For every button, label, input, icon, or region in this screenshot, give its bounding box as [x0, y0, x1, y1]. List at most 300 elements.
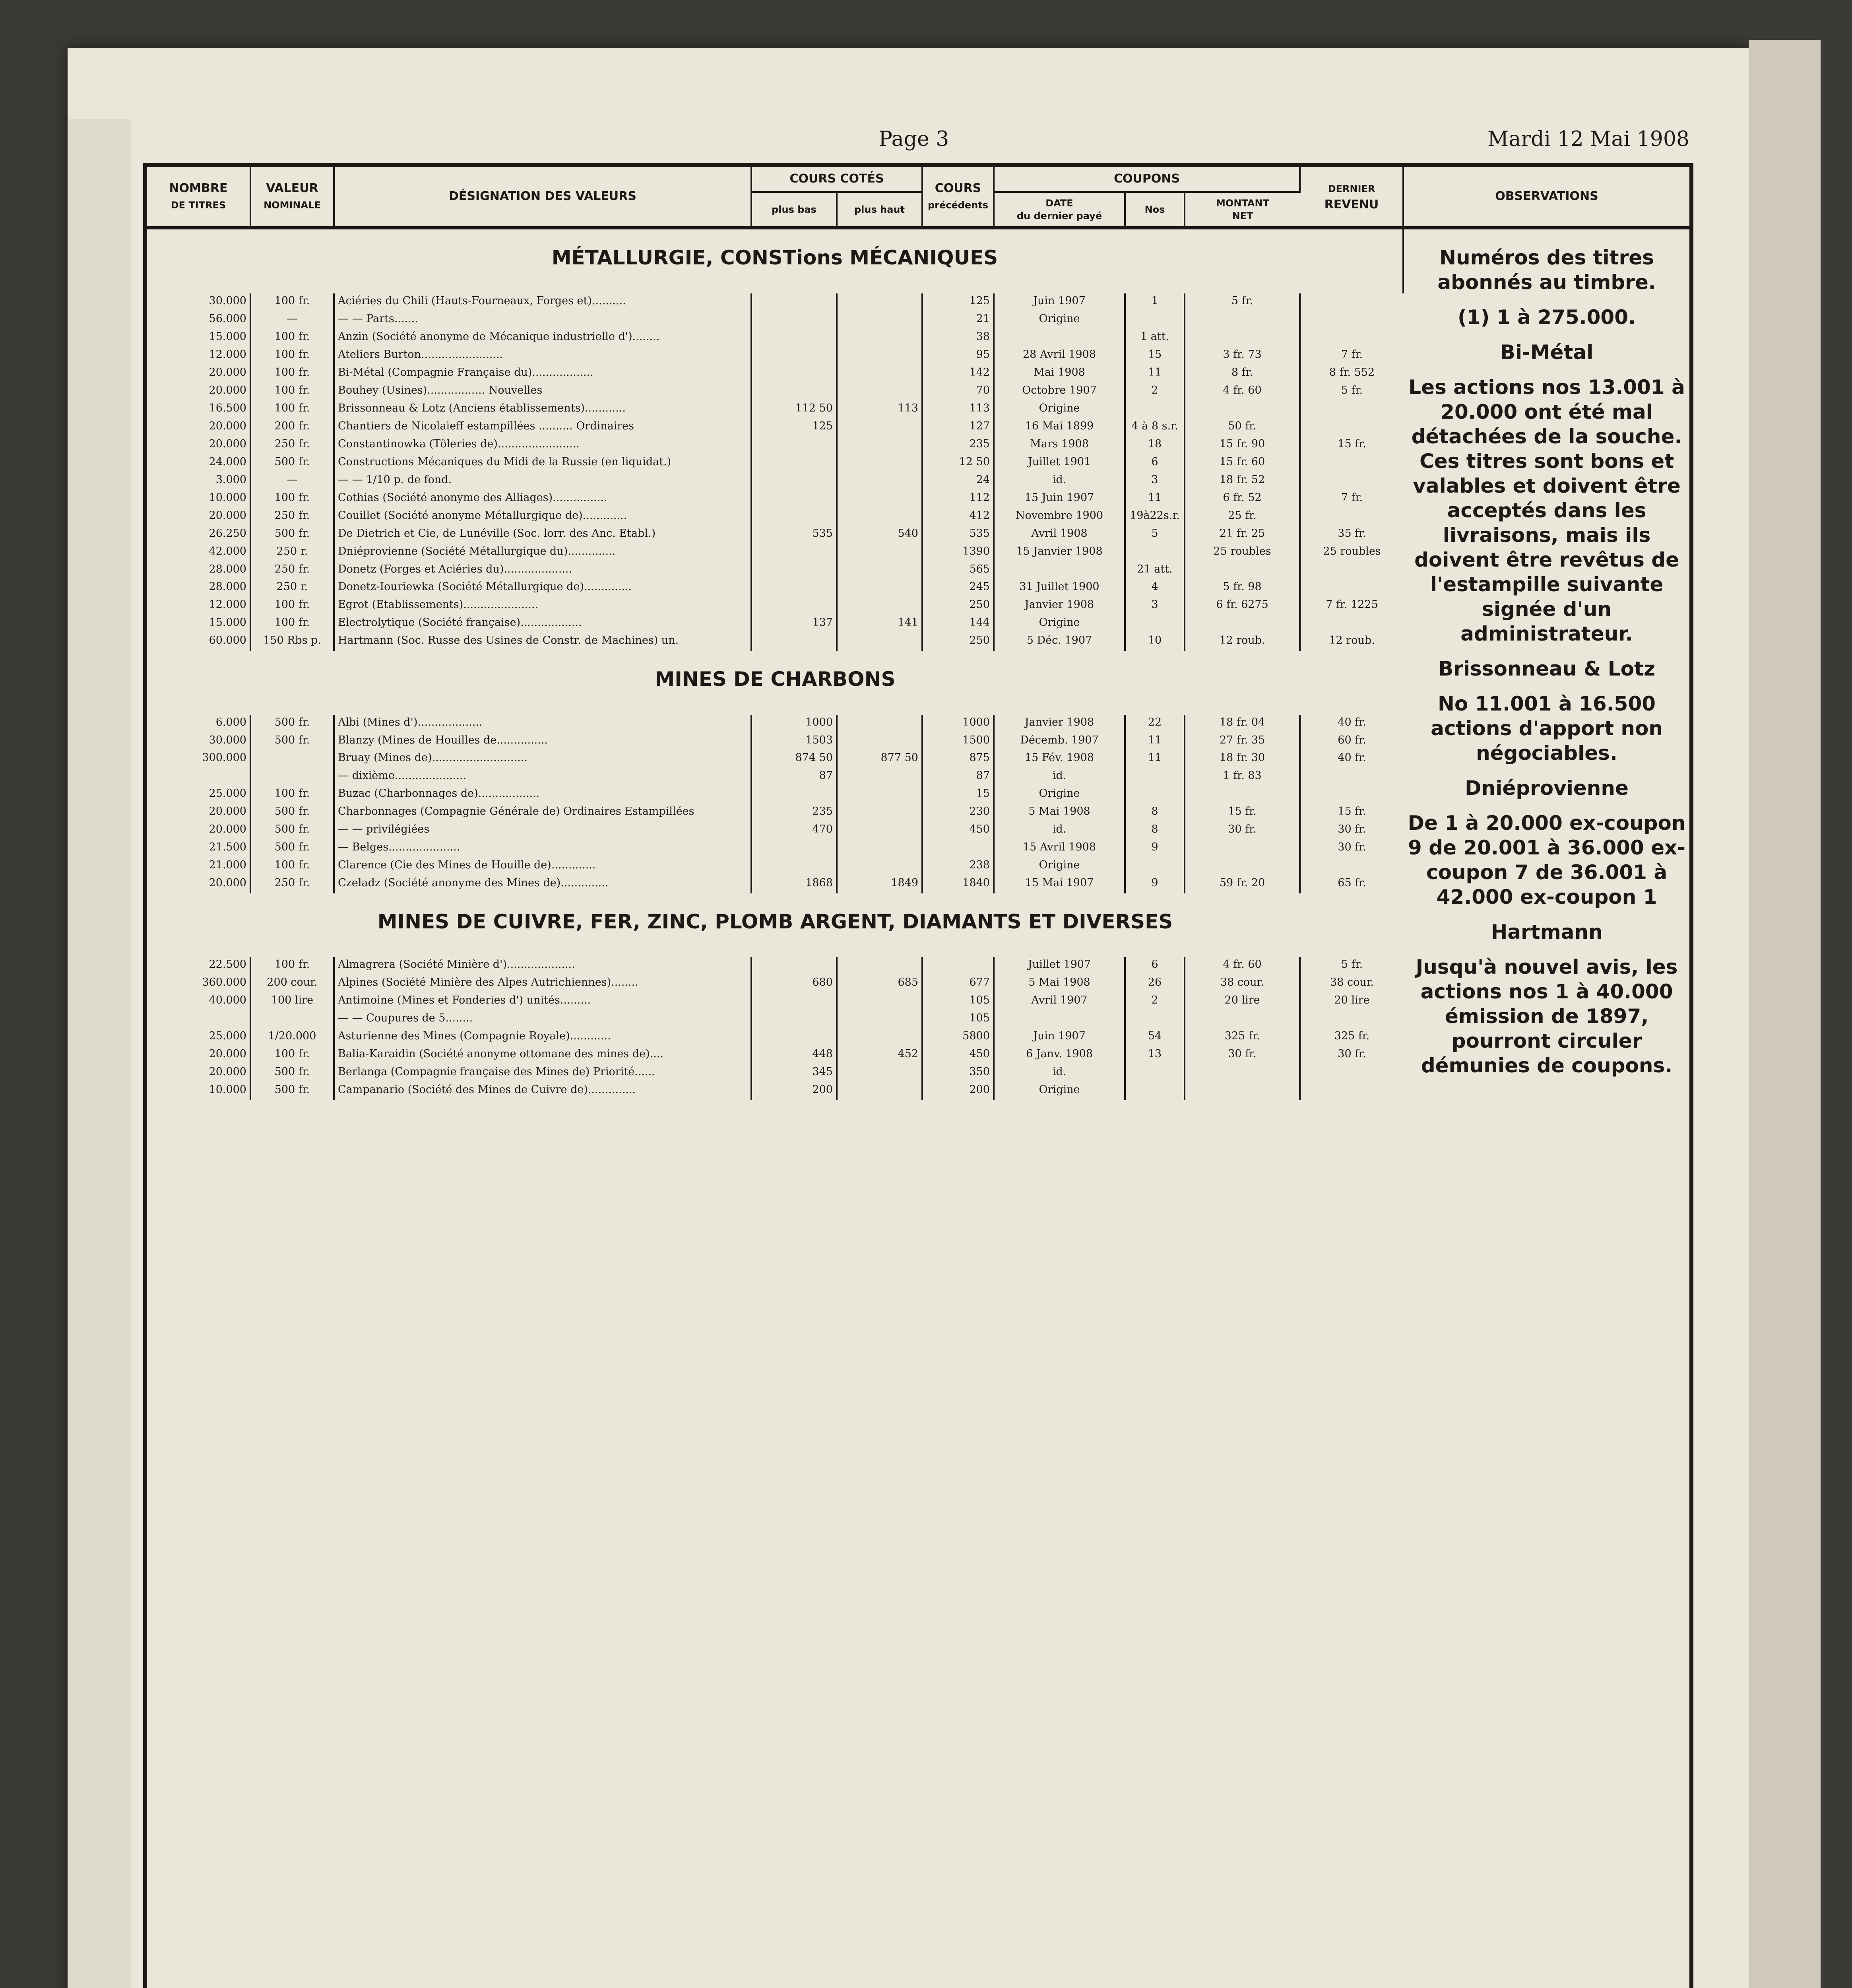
- cell-date: Origine: [994, 1082, 1125, 1100]
- cell-cours-precedents: 245: [922, 579, 994, 597]
- observation-note: De 1 à 20.000 ex-coupon 9 de 20.001 à 36.000 ex-coupon 7 de 36.001 à 42.000 ex-coupon 1: [1408, 812, 1686, 909]
- cell-montant: 6 fr. 6275: [1185, 597, 1300, 615]
- cell-cours-precedents: 38: [922, 329, 994, 347]
- cell-date: Novembre 1900: [994, 508, 1125, 526]
- cell-designation: Asturienne des Mines (Compagnie Royale)............: [334, 1029, 751, 1046]
- cell-plus-bas: [751, 786, 837, 804]
- cell-no: 11: [1125, 365, 1185, 383]
- cell-valeur: 200 fr.: [250, 419, 334, 437]
- cell-plus-haut: 113: [837, 401, 922, 419]
- cell-designation: Antimoine (Mines et Fonderies d') unités.........: [334, 993, 751, 1011]
- cell-cours-precedents: 1500: [922, 733, 994, 751]
- cell-plus-haut: [837, 804, 922, 822]
- cell-date: [994, 329, 1125, 347]
- cell-revenu: [1300, 786, 1403, 804]
- quotation-table: [147, 167, 1689, 1100]
- cell-montant: 6 fr. 52: [1185, 490, 1300, 508]
- cell-cours-precedents: 250: [922, 633, 994, 651]
- cell-revenu: [1300, 768, 1403, 786]
- observation-note: Les actions nos 13.001 à 20.000 ont été mal détachées de la souche. Ces titres sont bons et valables et doivent être acceptés dans les livraisons, mais ils doivent être revêtus de l'estampille suivante signée d'un administrateur.: [1408, 376, 1685, 646]
- cell-date: Origine: [994, 786, 1125, 804]
- cell-date: 5 Mai 1908: [994, 975, 1125, 993]
- observation-note: Brissonneau & Lotz: [1438, 657, 1655, 681]
- cell-nombre: 20.000: [147, 1046, 250, 1064]
- cell-nombre: [147, 768, 250, 786]
- cell-no: [1125, 401, 1185, 419]
- cell-no: 4: [1125, 579, 1185, 597]
- cell-designation: Bi-Métal (Compagnie Française du)..................: [334, 365, 751, 383]
- cell-plus-haut: [837, 858, 922, 876]
- cell-revenu: [1300, 1011, 1403, 1029]
- cell-valeur: 500 fr.: [250, 715, 334, 733]
- observation-note: Numéros des titres abonnés au timbre.: [1437, 246, 1656, 294]
- cell-designation: Charbonnages (Compagnie Générale de) Ordinaires Estampillées: [334, 804, 751, 822]
- cell-plus-haut: 452: [837, 1046, 922, 1064]
- cell-montant: 3 fr. 73: [1185, 347, 1300, 365]
- cell-nombre: 20.000: [147, 876, 250, 893]
- cell-revenu: 7 fr. 1225: [1326, 598, 1378, 611]
- cell-designation: Constantinowka (Tôleries de)........................: [334, 437, 751, 454]
- cell-designation: Anzin (Société anonyme de Mécanique industrielle d')........: [334, 329, 751, 347]
- cell-no: 6: [1125, 957, 1185, 975]
- cell-plus-bas: [751, 472, 837, 490]
- cell-valeur: 500 fr.: [250, 454, 334, 472]
- cell-nombre: 42.000: [147, 544, 250, 562]
- cell-plus-haut: [837, 733, 922, 751]
- cell-no: 19à22s.r.: [1125, 508, 1185, 526]
- cell-nombre: 15.000: [147, 329, 250, 347]
- cell-montant: 18 fr. 04: [1185, 715, 1300, 733]
- cell-date: Avril 1908: [994, 526, 1125, 544]
- cell-no: 3: [1125, 597, 1185, 615]
- cell-no: 11: [1125, 490, 1185, 508]
- cell-no: 11: [1125, 733, 1185, 751]
- cell-designation: Electrolytique (Société française)..................: [334, 615, 751, 633]
- cell-valeur: 100 fr.: [250, 858, 334, 876]
- cell-plus-haut: [837, 957, 922, 975]
- cell-montant: 15 fr. 90: [1185, 437, 1300, 454]
- cell-montant: 1 fr. 83: [1185, 768, 1300, 786]
- cell-cours-precedents: 112: [922, 490, 994, 508]
- cell-cours-precedents: 95: [922, 347, 994, 365]
- cell-revenu: 5 fr.: [1341, 958, 1363, 971]
- cell-designation: Donetz-Iouriewka (Société Métallurgique de)..............: [334, 579, 751, 597]
- cell-plus-haut: [837, 1064, 922, 1082]
- cell-montant: [1185, 311, 1300, 329]
- cell-date: id.: [994, 1064, 1125, 1082]
- cell-date: id.: [994, 768, 1125, 786]
- cell-designation: Ateliers Burton........................: [334, 347, 751, 365]
- cell-valeur: 250 r.: [250, 544, 334, 562]
- observation-note: (1) 1 à 275.000.: [1458, 306, 1636, 329]
- cell-designation: Bruay (Mines de)............................: [334, 750, 751, 768]
- cell-montant: 5 fr. 98: [1185, 579, 1300, 597]
- cell-montant: 8 fr.: [1185, 365, 1300, 383]
- section-title: MINES DE CUIVRE, FER, ZINC, PLOMB ARGENT, DIAMANTS ET DIVERSES: [377, 910, 1173, 933]
- cell-montant: [1185, 858, 1300, 876]
- cell-date: Origine: [994, 858, 1125, 876]
- adjacent-page-strip: [68, 119, 131, 1988]
- cell-plus-haut: [837, 508, 922, 526]
- cell-nombre: 10.000: [147, 490, 250, 508]
- cell-cours-precedents: [922, 957, 994, 975]
- cell-cours-precedents: 125: [922, 293, 994, 311]
- cell-cours-precedents: 230: [922, 804, 994, 822]
- cell-designation: — dixième.....................: [334, 768, 751, 786]
- cell-no: [1125, 311, 1185, 329]
- page-number: Page 3: [878, 127, 949, 151]
- cell-plus-haut: [837, 562, 922, 580]
- cell-valeur: 200 cour.: [250, 975, 334, 993]
- cell-revenu: [1300, 419, 1403, 437]
- cell-date: Mai 1908: [994, 365, 1125, 383]
- cell-designation: Balia-Karaidin (Société anonyme ottomane des mines de)....: [334, 1046, 751, 1064]
- cell-date: 31 Juillet 1900: [994, 579, 1125, 597]
- cell-no: 2: [1125, 993, 1185, 1011]
- cell-plus-haut: [837, 597, 922, 615]
- cell-valeur: 250 fr.: [250, 508, 334, 526]
- cell-plus-bas: [751, 633, 837, 651]
- cell-plus-haut: [837, 365, 922, 383]
- cell-nombre: 28.000: [147, 579, 250, 597]
- table-header-row: [147, 167, 1689, 192]
- cell-valeur: 100 fr.: [250, 786, 334, 804]
- cell-montant: 50 fr.: [1185, 419, 1300, 437]
- cell-date: 15 Avril 1908: [994, 840, 1125, 858]
- cell-cours-precedents: 565: [922, 562, 994, 580]
- cell-valeur: 100 fr.: [250, 347, 334, 365]
- cell-date: 16 Mai 1899: [994, 419, 1125, 437]
- cell-montant: [1185, 1011, 1300, 1029]
- cell-revenu: [1300, 508, 1403, 526]
- cell-plus-bas: [751, 490, 837, 508]
- cell-revenu: 15 fr.: [1338, 805, 1366, 818]
- cell-cours-precedents: 21: [922, 311, 994, 329]
- cell-valeur: 100 fr.: [250, 957, 334, 975]
- cell-designation: Berlanga (Compagnie française des Mines de) Priorité......: [334, 1064, 751, 1082]
- cell-cours-precedents: 127: [922, 419, 994, 437]
- cell-no: 9: [1125, 840, 1185, 858]
- cell-cours-precedents: 450: [922, 1046, 994, 1064]
- cell-plus-bas: [751, 993, 837, 1011]
- cell-nombre: 21.500: [147, 840, 250, 858]
- cell-montant: 18 fr. 52: [1185, 472, 1300, 490]
- cell-date: Juin 1907: [994, 1029, 1125, 1046]
- cell-date: Origine: [994, 401, 1125, 419]
- cell-valeur: [250, 750, 334, 768]
- quotation-table-frame: [143, 163, 1693, 1988]
- cell-montant: 25 fr.: [1185, 508, 1300, 526]
- cell-designation: Bouhey (Usines)................. Nouvelles: [334, 383, 751, 401]
- cell-nombre: 6.000: [147, 715, 250, 733]
- cell-no: 1: [1125, 293, 1185, 311]
- observation-note: Bi-Métal: [1500, 341, 1594, 364]
- col-designation: DÉSIGNATION DES VALEURS: [334, 167, 751, 228]
- cell-plus-haut: 877 50: [837, 750, 922, 768]
- cell-montant: [1185, 1064, 1300, 1082]
- cell-date: Octobre 1907: [994, 383, 1125, 401]
- cell-plus-haut: [837, 472, 922, 490]
- cell-valeur: 500 fr.: [250, 840, 334, 858]
- cell-no: [1125, 615, 1185, 633]
- cell-date: Origine: [994, 615, 1125, 633]
- cell-revenu: [1300, 1064, 1403, 1082]
- cell-nombre: 12.000: [147, 597, 250, 615]
- cell-montant: 325 fr.: [1185, 1029, 1300, 1046]
- cell-cours-precedents: 535: [922, 526, 994, 544]
- cell-no: 11: [1125, 750, 1185, 768]
- cell-cours-precedents: 70: [922, 383, 994, 401]
- cell-valeur: 500 fr.: [250, 1064, 334, 1082]
- cell-date: 5 Déc. 1907: [994, 633, 1125, 651]
- cell-revenu: [1300, 579, 1403, 597]
- cell-montant: [1185, 562, 1300, 580]
- cell-no: 8: [1125, 804, 1185, 822]
- cell-cours-precedents: 142: [922, 365, 994, 383]
- cell-valeur: 100 fr.: [250, 401, 334, 419]
- cell-date: 15 Fév. 1908: [994, 750, 1125, 768]
- cell-cours-precedents: 235: [922, 437, 994, 454]
- cell-revenu: [1300, 401, 1403, 419]
- cell-revenu: 35 fr.: [1338, 527, 1366, 540]
- cell-plus-bas: 125: [751, 419, 837, 437]
- cell-date: Juillet 1901: [994, 454, 1125, 472]
- cell-no: [1125, 1064, 1185, 1082]
- cell-designation: Albi (Mines d')...................: [334, 715, 751, 733]
- cell-cours-precedents: 238: [922, 858, 994, 876]
- cell-plus-bas: 1503: [751, 733, 837, 751]
- cell-nombre: 20.000: [147, 419, 250, 437]
- cell-no: [1125, 786, 1185, 804]
- cell-designation: Brissonneau & Lotz (Anciens établissements)............: [334, 401, 751, 419]
- cell-designation: — — 1/10 p. de fond.: [334, 472, 751, 490]
- col-plus-bas: plus bas: [751, 192, 837, 228]
- cell-plus-bas: 137: [751, 615, 837, 633]
- cell-designation: — Belges.....................: [334, 840, 751, 858]
- cell-date: Janvier 1908: [994, 597, 1125, 615]
- cell-cours-precedents: 677: [922, 975, 994, 993]
- observation-note: Dniéprovienne: [1465, 777, 1629, 800]
- cell-revenu: 325 fr.: [1334, 1030, 1370, 1043]
- cell-no: 6: [1125, 454, 1185, 472]
- cell-date: 15 Juin 1907: [994, 490, 1125, 508]
- cell-plus-haut: [837, 786, 922, 804]
- cell-revenu: 40 fr.: [1338, 716, 1366, 728]
- col-revenu: DERNIER REVENU: [1300, 167, 1403, 228]
- cell-valeur: 100 fr.: [250, 490, 334, 508]
- cell-plus-haut: [837, 1082, 922, 1100]
- cell-no: 1 att.: [1125, 329, 1185, 347]
- cell-designation: Constructions Mécaniques du Midi de la Russie (en liquidat.): [334, 454, 751, 472]
- cell-plus-bas: 680: [751, 975, 837, 993]
- cell-no: 22: [1125, 715, 1185, 733]
- cell-plus-bas: 87: [751, 768, 837, 786]
- cell-plus-bas: [751, 293, 837, 311]
- cell-no: [1125, 544, 1185, 562]
- cell-nombre: 16.500: [147, 401, 250, 419]
- cell-date: 5 Mai 1908: [994, 804, 1125, 822]
- cell-nombre: 28.000: [147, 562, 250, 580]
- cell-revenu: 12 roub.: [1329, 634, 1375, 647]
- cell-valeur: 1/20.000: [250, 1029, 334, 1046]
- cell-no: 21 att.: [1125, 562, 1185, 580]
- cell-plus-bas: [751, 858, 837, 876]
- cell-cours-precedents: 350: [922, 1064, 994, 1082]
- cell-plus-haut: [837, 311, 922, 329]
- section-heading-row: [147, 228, 1689, 293]
- section-title: MINES DE CHARBONS: [655, 668, 896, 691]
- cell-cours-precedents: 113: [922, 401, 994, 419]
- cell-plus-bas: 200: [751, 1082, 837, 1100]
- cell-montant: 15 fr. 60: [1185, 454, 1300, 472]
- cell-plus-bas: [751, 329, 837, 347]
- cell-date: Décemb. 1907: [994, 733, 1125, 751]
- cell-plus-bas: [751, 1011, 837, 1029]
- cell-plus-bas: 470: [751, 822, 837, 840]
- cell-cours-precedents: 5800: [922, 1029, 994, 1046]
- observation-note: Jusqu'à nouvel avis, les actions nos 1 à 40.000 émission de 1897, pourront circuler démunies de coupons.: [1416, 955, 1678, 1077]
- cell-revenu: 5 fr.: [1341, 384, 1363, 397]
- cell-valeur: 500 fr.: [250, 526, 334, 544]
- cell-no: 54: [1125, 1029, 1185, 1046]
- cell-nombre: 15.000: [147, 615, 250, 633]
- cell-revenu: [1300, 1082, 1403, 1100]
- cell-plus-haut: [837, 993, 922, 1011]
- cell-plus-bas: [751, 1029, 837, 1046]
- section-title: MÉTALLURGIE, CONSTions MÉCANIQUES: [147, 228, 1403, 293]
- table-body: [147, 228, 1689, 1100]
- cell-nombre: 20.000: [147, 822, 250, 840]
- cell-valeur: —: [250, 311, 334, 329]
- cell-montant: 27 fr. 35: [1185, 733, 1300, 751]
- cell-plus-haut: [837, 419, 922, 437]
- cell-cours-precedents: 12 50: [922, 454, 994, 472]
- cell-designation: — — Coupures de 5........: [334, 1011, 751, 1029]
- cell-plus-haut: [837, 383, 922, 401]
- cell-designation: Czeladz (Société anonyme des Mines de)..............: [334, 876, 751, 893]
- cell-cours-precedents: 250: [922, 597, 994, 615]
- cell-nombre: 30.000: [147, 293, 250, 311]
- col-observations: OBSERVATIONS: [1403, 167, 1689, 228]
- cell-designation: Couillet (Société anonyme Métallurgique de).............: [334, 508, 751, 526]
- cell-revenu: 38 cour.: [1330, 976, 1374, 989]
- cell-nombre: 22.500: [147, 957, 250, 975]
- cell-montant: 18 fr. 30: [1185, 750, 1300, 768]
- cell-nombre: 30.000: [147, 733, 250, 751]
- cell-nombre: 20.000: [147, 383, 250, 401]
- cell-plus-haut: [837, 715, 922, 733]
- cell-valeur: [250, 1011, 334, 1029]
- observation-note: Hartmann: [1491, 920, 1603, 944]
- col-plus-haut: plus haut: [837, 192, 922, 228]
- cell-nombre: 300.000: [147, 750, 250, 768]
- cell-designation: Cothias (Société anonyme des Alliages)................: [334, 490, 751, 508]
- cell-revenu: 65 fr.: [1338, 877, 1366, 889]
- cell-no: 5: [1125, 526, 1185, 544]
- cell-valeur: 250 fr.: [250, 876, 334, 893]
- cell-cours-precedents: 24: [922, 472, 994, 490]
- cell-revenu: 25 roubles: [1323, 545, 1381, 557]
- cell-cours-precedents: 1000: [922, 715, 994, 733]
- cell-revenu: 60 fr.: [1338, 734, 1366, 746]
- cell-valeur: 100 fr.: [250, 615, 334, 633]
- cell-plus-haut: [837, 840, 922, 858]
- cell-plus-bas: 345: [751, 1064, 837, 1082]
- cell-cours-precedents: 144: [922, 615, 994, 633]
- cell-revenu: 20 lire: [1334, 994, 1370, 1007]
- cell-valeur: 100 fr.: [250, 383, 334, 401]
- cell-plus-haut: 540: [837, 526, 922, 544]
- cell-revenu: [1300, 293, 1403, 311]
- cell-no: 10: [1125, 633, 1185, 651]
- cell-nombre: 24.000: [147, 454, 250, 472]
- cell-date: 15 Mai 1907: [994, 876, 1125, 893]
- cell-no: 26: [1125, 975, 1185, 993]
- cell-plus-bas: [751, 365, 837, 383]
- col-coupons: COUPONS: [994, 167, 1300, 192]
- cell-nombre: 3.000: [147, 472, 250, 490]
- cell-montant: 59 fr. 20: [1185, 876, 1300, 893]
- cell-plus-bas: 1000: [751, 715, 837, 733]
- cell-plus-bas: 448: [751, 1046, 837, 1064]
- cell-revenu: [1300, 311, 1403, 329]
- cell-valeur: 100 fr.: [250, 1046, 334, 1064]
- cell-date: 6 Janv. 1908: [994, 1046, 1125, 1064]
- cell-valeur: 500 fr.: [250, 822, 334, 840]
- cell-plus-bas: 1868: [751, 876, 837, 893]
- cell-designation: Donetz (Forges et Aciéries du)....................: [334, 562, 751, 580]
- col-valeur: VALEUR NOMINALE: [250, 167, 334, 228]
- cell-date: Mars 1908: [994, 437, 1125, 454]
- cell-no: 3: [1125, 472, 1185, 490]
- cell-montant: 38 cour.: [1185, 975, 1300, 993]
- cell-valeur: 250 fr.: [250, 437, 334, 454]
- cell-plus-bas: [751, 311, 837, 329]
- cell-designation: Clarence (Cie des Mines de Houille de).............: [334, 858, 751, 876]
- cell-plus-haut: 1849: [837, 876, 922, 893]
- cell-cours-precedents: 87: [922, 768, 994, 786]
- cell-valeur: 100 fr.: [250, 365, 334, 383]
- cell-montant: 20 lire: [1185, 993, 1300, 1011]
- cell-montant: 30 fr.: [1185, 1046, 1300, 1064]
- cell-valeur: 150 Rbs p.: [250, 633, 334, 651]
- cell-valeur: 500 fr.: [250, 733, 334, 751]
- cell-cours-precedents: 450: [922, 822, 994, 840]
- cell-nombre: 60.000: [147, 633, 250, 651]
- cell-plus-bas: [751, 597, 837, 615]
- observation-note: No 11.001 à 16.500 actions d'apport non négociables.: [1431, 692, 1663, 765]
- cell-plus-haut: [837, 293, 922, 311]
- cell-date: Janvier 1908: [994, 715, 1125, 733]
- cell-designation: De Dietrich et Cie, de Lunéville (Soc. lorr. des Anc. Etabl.): [334, 526, 751, 544]
- cell-plus-bas: [751, 454, 837, 472]
- cell-nombre: [147, 1011, 250, 1029]
- cell-date: Avril 1907: [994, 993, 1125, 1011]
- col-cours-cotes: COURS COTÉS: [751, 167, 922, 192]
- cell-revenu: 15 fr.: [1338, 437, 1366, 450]
- cell-revenu: 8 fr. 552: [1329, 366, 1375, 379]
- cell-plus-haut: [837, 822, 922, 840]
- cell-plus-bas: 235: [751, 804, 837, 822]
- cell-nombre: 25.000: [147, 1029, 250, 1046]
- cell-cours-precedents: 412: [922, 508, 994, 526]
- cell-cours-precedents: 875: [922, 750, 994, 768]
- cell-montant: 12 roub.: [1185, 633, 1300, 651]
- cell-revenu: [1300, 472, 1403, 490]
- cell-no: 4 à 8 s.r.: [1125, 419, 1185, 437]
- cell-no: 18: [1125, 437, 1185, 454]
- cell-revenu: 7 fr.: [1341, 348, 1363, 361]
